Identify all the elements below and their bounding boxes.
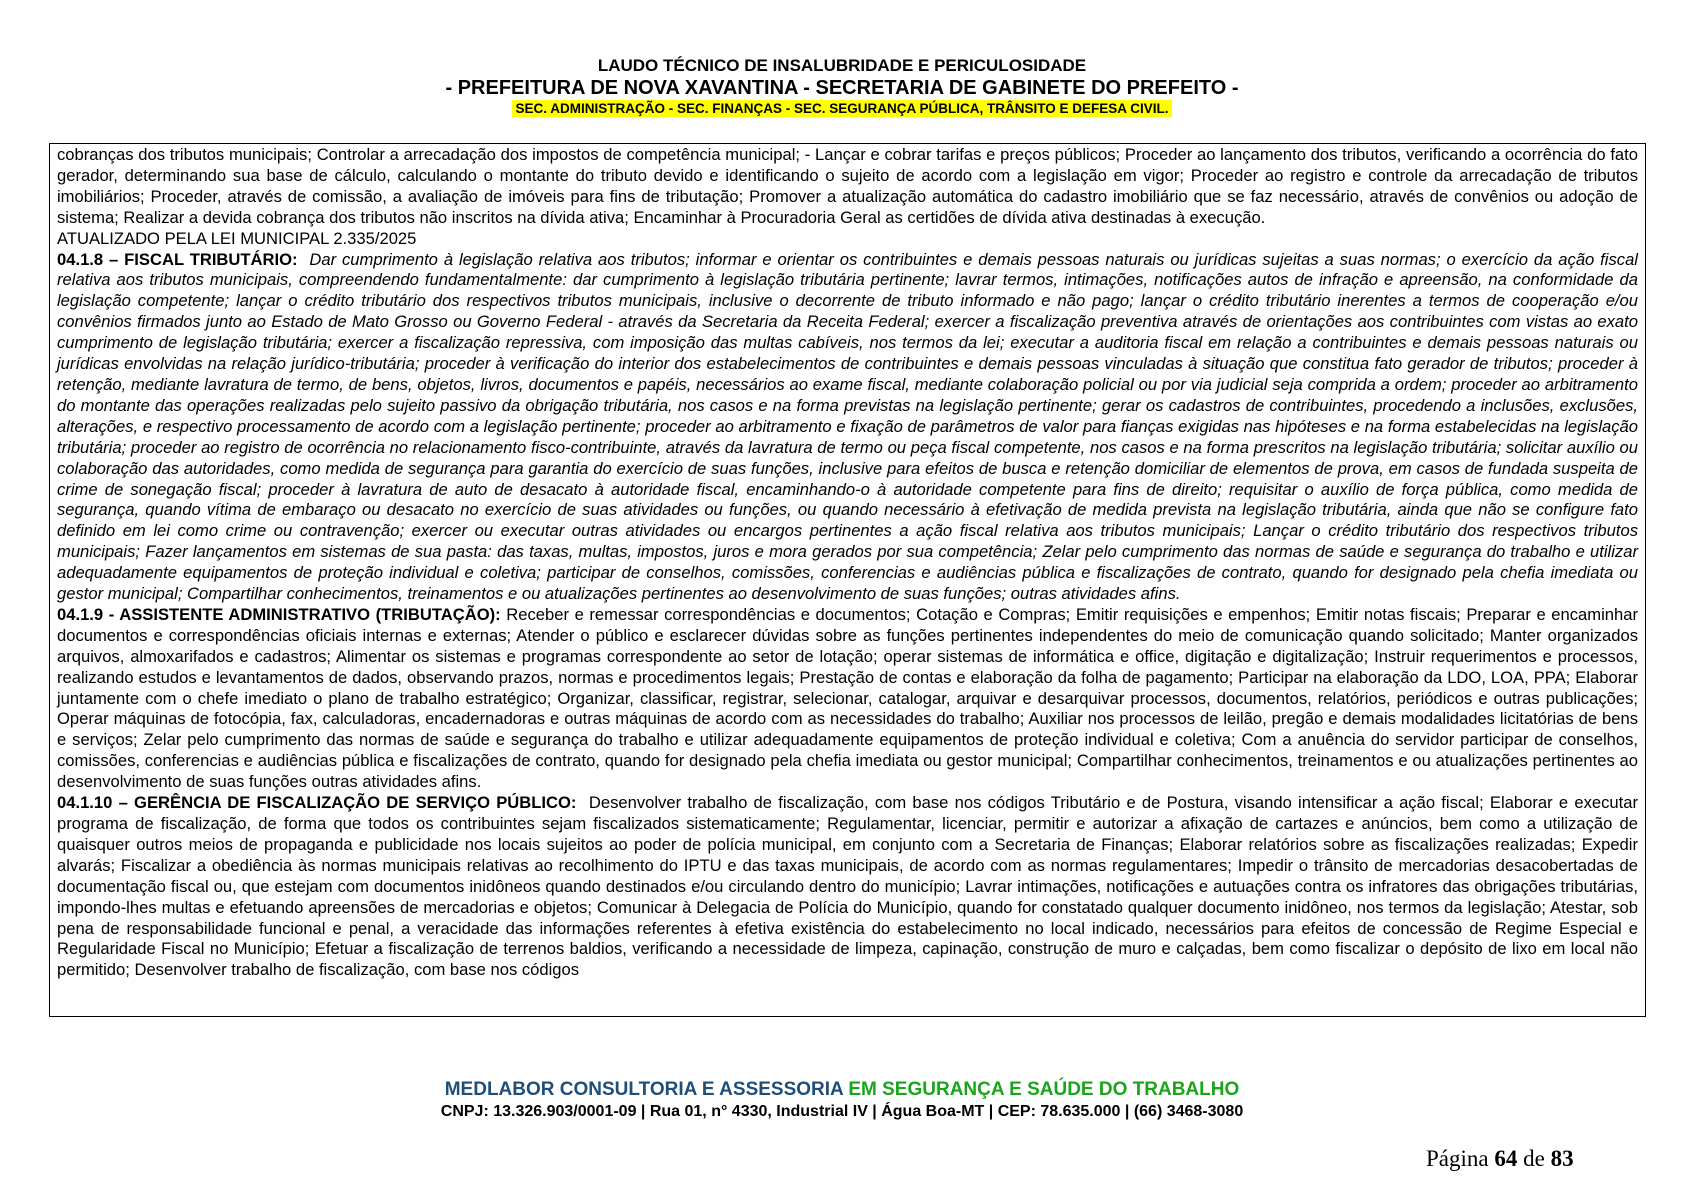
update-note-paragraph	[57, 229, 1638, 250]
document-footer	[0, 1078, 1684, 1122]
page-label: Página	[1426, 1146, 1489, 1171]
section-gerencia-fiscalizacao	[57, 793, 1638, 981]
company-name-part1: MEDLABOR CONSULTORIA E ASSESSORIA	[444, 1079, 844, 1100]
section-heading: 04.1.8 – FISCAL TRIBUTÁRIO:	[57, 249, 298, 269]
document-header	[0, 56, 1684, 118]
intro-text: cobranças dos tributos municipais; Controlar a arrecadação dos impostos de competência municipal; - Lançar e cobrar tarifas e preços públicos; Proceder ao lançamento dos tributos, verificando a ocorrência do fato gerador, determinando sua base de cálculo, calculando o montante do tributo devido e identificando o sujeito de acordo com a legislação em vigor; Proceder ao registro e controle da arrecadação de tributos imobiliários; Proceder, através de comissão, a avaliação de imóveis para fins de tributação; Promover a atualização automática do cadastro imobiliário que se faz necessário, através de convênios ou adoção de sistema; Realizar a devida cobrança dos tributos não inscritos na dívida ativa; Encaminhar à Procuradoria Geral as certidões de dívida ativa destinadas à execução.	[57, 145, 1638, 227]
page-of: de	[1523, 1146, 1545, 1171]
document-subtitle: - PREFEITURA DE NOVA XAVANTINA - SECRETARIA DE GABINETE DO PREFEITO -	[445, 77, 1239, 99]
section-assistente-administrativo	[57, 605, 1638, 793]
section-heading: 04.1.9 - ASSISTENTE ADMINISTRATIVO (TRIBUTAÇÃO):	[57, 604, 501, 624]
page-total: 83	[1550, 1146, 1574, 1171]
company-name	[0, 1078, 1684, 1102]
highlighted-secretariats: SEC. ADMINISTRAÇÃO - SEC. FINANÇAS - SEC. SEGURANÇA PÚBLICA, TRÂNSITO E DEFESA CIVIL.	[512, 100, 1171, 117]
content-box	[49, 143, 1646, 1017]
section-body: Receber e remessar correspondências e documentos; Cotação e Compras; Emitir requisições e empenhos; Emitir notas fiscais; Preparar e encaminhar documentos e correspondências oficiais internas e externas; Atender o público e esclarecer dúvidas sobre as funções pertinentes independentes do meio de comunicação quando solicitado; Manter organizados arquivos, almoxarifados e cadastros; Alimentar os sistemas e programas correspondente ao setor de lotação; operar sistemas de informática e office, digitação e digitalização; Instruir requerimentos e processos, realizando estudos e levantamentos de dados, observando prazos, normas e procedimentos legais; Prestação de contas e elaboração da folha de pagamento; Participar na elaboração da LDO, LOA, PPA; Elaborar juntamente com o chefe imediato o plano de trabalho estratégico; Organizar, classificar, registrar, selecionar, catalogar, arquivar e desarquivar processos, documentos, relatórios, periódicos e outras publicações; Operar máquinas de fotocópia, fax, calculadoras, encadernadoras e outras máquinas de acordo com as necessidades do trabalho; Auxiliar nos processos de leilão, pregão e demais modalidades licitatórias de bens e serviços; Zelar pelo cumprimento das normas de saúde e segurança do trabalho e utilizar adequadamente equipamentos de proteção individual e coletiva; Com a anuência do servidor participar de conselhos, comissões, conferencias e audiências pública e fiscalizações de contrato, quando for designado pela chefia imediata ou gestor municipal; Compartilhar conhecimentos, treinamentos e ou atualizações pertinentes ao desenvolvimento de suas funções outras atividades afins.	[57, 604, 1638, 792]
section-heading: 04.1.10 – GERÊNCIA DE FISCALIZAÇÃO DE SERVIÇO PÚBLICO:	[57, 793, 577, 813]
update-note: ATUALIZADO PELA LEI MUNICIPAL 2.335/2025	[57, 228, 417, 248]
intro-paragraph	[57, 145, 1638, 229]
page-number	[1426, 1145, 1574, 1173]
section-fiscal-tributario	[57, 250, 1638, 605]
section-body: Dar cumprimento à legislação relativa aos tributos; informar e orientar os contribuintes e demais pessoas naturais ou jurídicas sujeitas a suas normas; o exercício da ação fiscal relativa aos tributos municipais, compreendendo fundamentalmente: dar cumprimento à legislação tributária pertinente; lavrar termos, intimações, notificações autos de infração e apreensão, na conformidade da legislação competente; lançar o crédito tributário dos respectivos tributos municipais, inclusive o decorrente de tributo informado e não pago; lançar o crédito tributário inerentes a termos de cooperação e/ou convênios firmados junto ao Estado de Mato Grosso ou Governo Federal - através da Secretaria da Receita Federal; exercer a fiscalização preventiva através de orientações aos contribuintes com vistas ao exato cumprimento de legislação tributária; exercer a fiscalização repressiva, com imposição das multas cabíveis, nos termos da lei; executar a auditoria fiscal em relação a contribuintes e demais pessoas naturais ou jurídicas envolvidas na relação jurídico-tributária; proceder à verificação do interior dos estabelecimentos de contribuintes e demais pessoas vinculadas à situação que constitua fato gerador de tributos; proceder à retenção, mediante lavratura de termo, de bens, objetos, livros, documentos e papéis, necessários ao exame fiscal, mediante colaboração policial ou por via judicial seja comprida a ordem; proceder ao arbitramento do montante das operações realizadas pelo sujeito passivo da obrigação tributária, nos casos e na forma previstas na legislação pertinente; gerar os cadastros de contribuintes, procedendo a inclusões, exclusões, alterações, e respectivo processamento de acordo com a legislação pertinente; proceder ao arbitramento e fixação de parâmetros de valor para fianças exigidas nas hipóteses e na forma estabelecidas na legislação tributária; proceder ao registro de ocorrência no relacionamento fisco-contribuinte, através da lavratura de termo ou peça fiscal competente, nos casos e na forma prescritos na legislação tributária; solicitar auxílio ou colaboração das autoridades, como medida de segurança para garantia do exercício de suas funções, inclusive para efeitos de busca e retenção domiciliar de elementos de prova, em casos de fundada suspeita de crime de sonegação fiscal; proceder à lavratura de auto de desacato à autoridade fiscal, encaminhando-o à autoridade competente para fins de direito; requisitar o auxílio de força pública, como medida de segurança, quando vítima de embaraço ou desacato no exercício de suas atividades ou funções, ou quando necessário à efetivação de medida prevista na legislação tributária, ainda que não se configure fato definido em lei como crime ou contravenção; exercer ou executar outras atividades ou encargos pertinentes a ação fiscal relativa aos tributos municipais; Lançar o crédito tributário dos respectivos tributos municipais; Fazer lançamentos em sistemas de sua pasta: das taxas, multas, impostos, juros e mora gerados por sua competência; Zelar pelo cumprimento das normas de saúde e segurança do trabalho e utilizar adequadamente equipamentos de proteção individual e coletiva; participar de conselhos, comissões, conferencias e audiências pública e fiscalizações de contrato, quando for designado pela chefia imediata ou gestor municipal; Compartilhar conhecimentos, treinamentos e ou atualizações pertinentes ao desenvolvimento de suas funções; outras atividades afins.	[57, 249, 1638, 604]
company-address: CNPJ: 13.326.903/0001-09 | Rua 01, n° 4330, Industrial IV | Água Boa-MT | CEP: 78.635.000 | (66) 3468-3080	[440, 1103, 1244, 1120]
page-current: 64	[1494, 1146, 1518, 1171]
document-title: LAUDO TÉCNICO DE INSALUBRIDADE E PERICULOSIDADE	[597, 56, 1087, 75]
company-name-part2: EM SEGURANÇA E SAÚDE DO TRABALHO	[848, 1079, 1240, 1100]
section-body: Desenvolver trabalho de fiscalização, com base nos códigos Tributário e de Postura, visando intensificar a ação fiscal; Elaborar e executar programa de fiscalização, de forma que todos os contribuintes sejam fiscalizados sistematicamente; Regulamentar, licenciar, permitir e autorizar a afixação de cartazes e anúncios, bem como a utilização de quaisquer outros meios de propaganda e publicidade nos locais sujeitos ao poder de polícia municipal, em conjunto com a Secretaria de Finanças; Elaborar relatórios sobre as fiscalizações realizadas; Expedir alvarás; Fiscalizar a obediência às normas municipais relativas ao recolhimento do IPTU e das taxas municipais, de acordo com as normas regulamentares; Impedir o trânsito de mercadorias desacobertadas de documentação fiscal ou, que estejam com documentos inidôneos quando destinados e/ou circulando dentro do município; Lavrar intimações, notificações e autuações contra os infratores das obrigações tributárias, impondo-lhes multas e efetuando apreensões de mercadorias e objetos; Comunicar à Delegacia de Polícia do Município, quando for constatado qualquer documento inidôneo, nos termos da legislação; Atestar, sob pena de responsabilidade funcional e penal, a veracidade das informações referentes à efetiva existência do estabelecimento no local indicado, necessários para efeitos de concessão de Regime Especial e Regularidade Fiscal no Município; Efetuar a fiscalização de terrenos baldios, verificando a necessidade de limpeza, capinação, construção de muro e calçadas, bem como fiscalizar o depósito de lixo em local não permitido; Desenvolver trabalho de fiscalização, com base nos códigos	[57, 793, 1638, 980]
